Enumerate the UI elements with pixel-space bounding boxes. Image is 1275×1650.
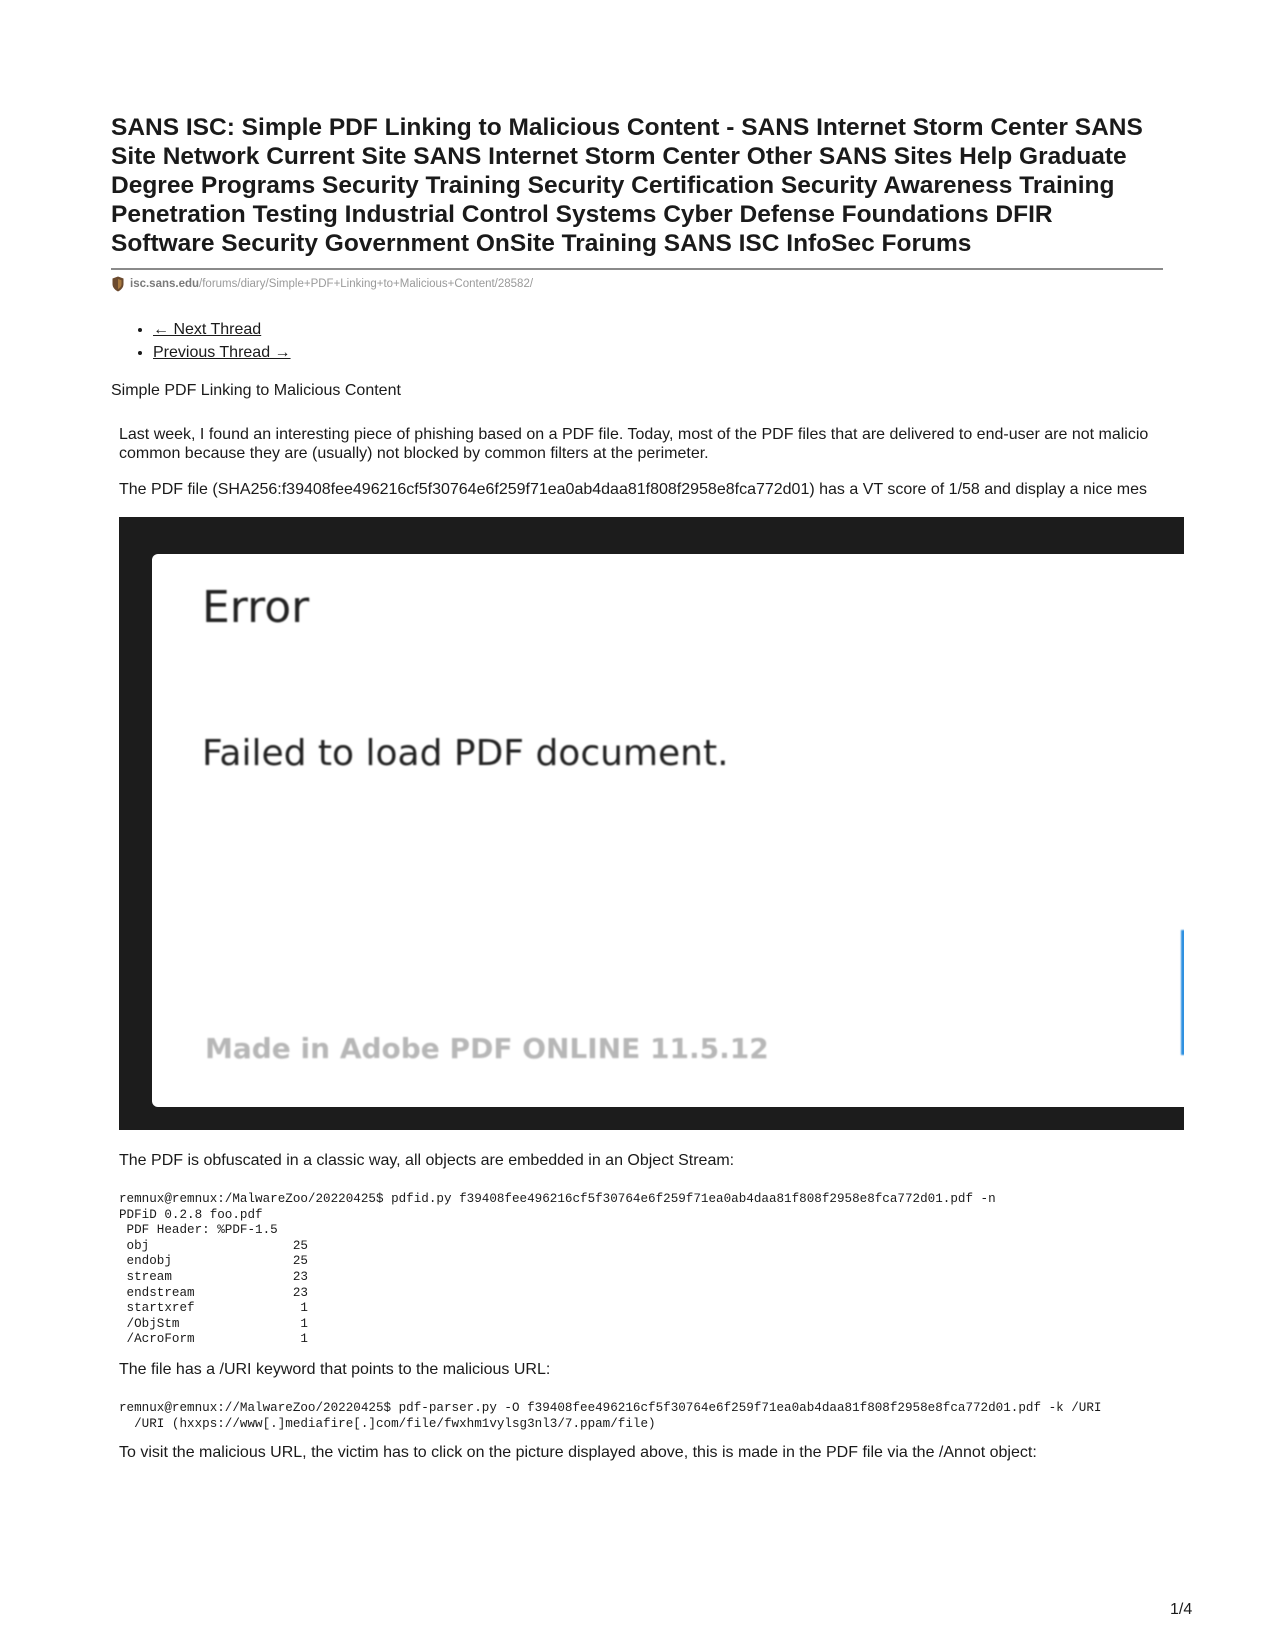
page-title: SANS ISC: Simple PDF Linking to Malicious Content - SANS Internet Storm Center SANS Site Network Current Site SANS Internet Storm Center Other SANS Sites Help Graduate Degree Programs Security Training Security Certification Security Awareness Training Penetration Testing Industrial Control Systems Cyber Defense Foundations DFIR Software Security Government OnSite Training SANS ISC InfoSec Forums — [111, 114, 1143, 257]
code-block-pdfid: remnux@remnux:/MalwareZoo/20220425$ pdfid.py f39408fee496216cf5f30764e6f259f71ea0ab4daa81f808f2958e8fca772d01.pdf -n PDFiD 0.2.8 foo.pdf PDF Header: %PDF-1.5 obj 25 endobj 25 stream 23 endstream 23 startxref 1 /ObjStm 1 /AcroForm 1 — [119, 1192, 996, 1347]
blue-button-edge — [1181, 930, 1184, 1055]
source-domain: isc.sans.edu — [130, 278, 200, 290]
next-thread-link[interactable]: ← Next Thread — [153, 321, 262, 338]
paragraph-uri: The file has a /URI keyword that points to the malicious URL: — [119, 1361, 551, 1378]
paragraph-intro — [119, 425, 1148, 463]
page-number: 1/4 — [1170, 1601, 1193, 1618]
list-item — [153, 341, 291, 364]
list-item — [153, 318, 291, 341]
previous-thread-link[interactable]: Previous Thread → — [153, 344, 291, 361]
made-in-label: Made in Adobe PDF ONLINE 11.5.12 — [205, 1032, 769, 1065]
paragraph-annot: To visit the malicious URL, the victim has to click on the picture displayed above, this is made in the PDF file via the /Annot object: — [119, 1444, 1037, 1461]
error-dialog — [152, 554, 1184, 1107]
error-message: Failed to load PDF document. — [202, 733, 729, 774]
error-screenshot — [119, 517, 1184, 1130]
thread-nav — [111, 318, 291, 364]
title-divider — [111, 268, 1163, 270]
paragraph-line: Last week, I found an interesting piece of phishing based on a PDF file. Today, most of the PDF files that are delivered to end-user are not malicio — [119, 426, 1149, 443]
source-url — [112, 276, 533, 292]
code-block-pdf-parser: remnux@remnux://MalwareZoo/20220425$ pdf-parser.py -O f39408fee496216cf5f30764e6f259f71ea0ab4daa81f808f2958e8fca772d01.pdf -k /URI /URI (hxxps://www[.]mediafire[.]com/file/fwxhm1vylsg3nl3/7.ppam/file) — [119, 1401, 1102, 1431]
paragraph-hash: The PDF file (SHA256:f39408fee496216cf5f30764e6f259f71ea0ab4daa81f808f2958e8fca772d01) has a VT score of 1/58 and display a nice mes — [119, 481, 1148, 498]
error-title: Error — [202, 582, 310, 633]
paragraph-line: common because they are (usually) not blocked by common filters at the perimeter. — [119, 445, 709, 462]
source-path: /forums/diary/Simple+PDF+Linking+to+Malicious+Content/28582/ — [199, 278, 534, 290]
paragraph-obfuscation: The PDF is obfuscated in a classic way, all objects are embedded in an Object Stream: — [119, 1152, 735, 1169]
shield-favicon-icon — [112, 276, 124, 292]
diary-heading: Simple PDF Linking to Malicious Content — [111, 382, 401, 399]
diary-body — [119, 425, 1184, 1465]
